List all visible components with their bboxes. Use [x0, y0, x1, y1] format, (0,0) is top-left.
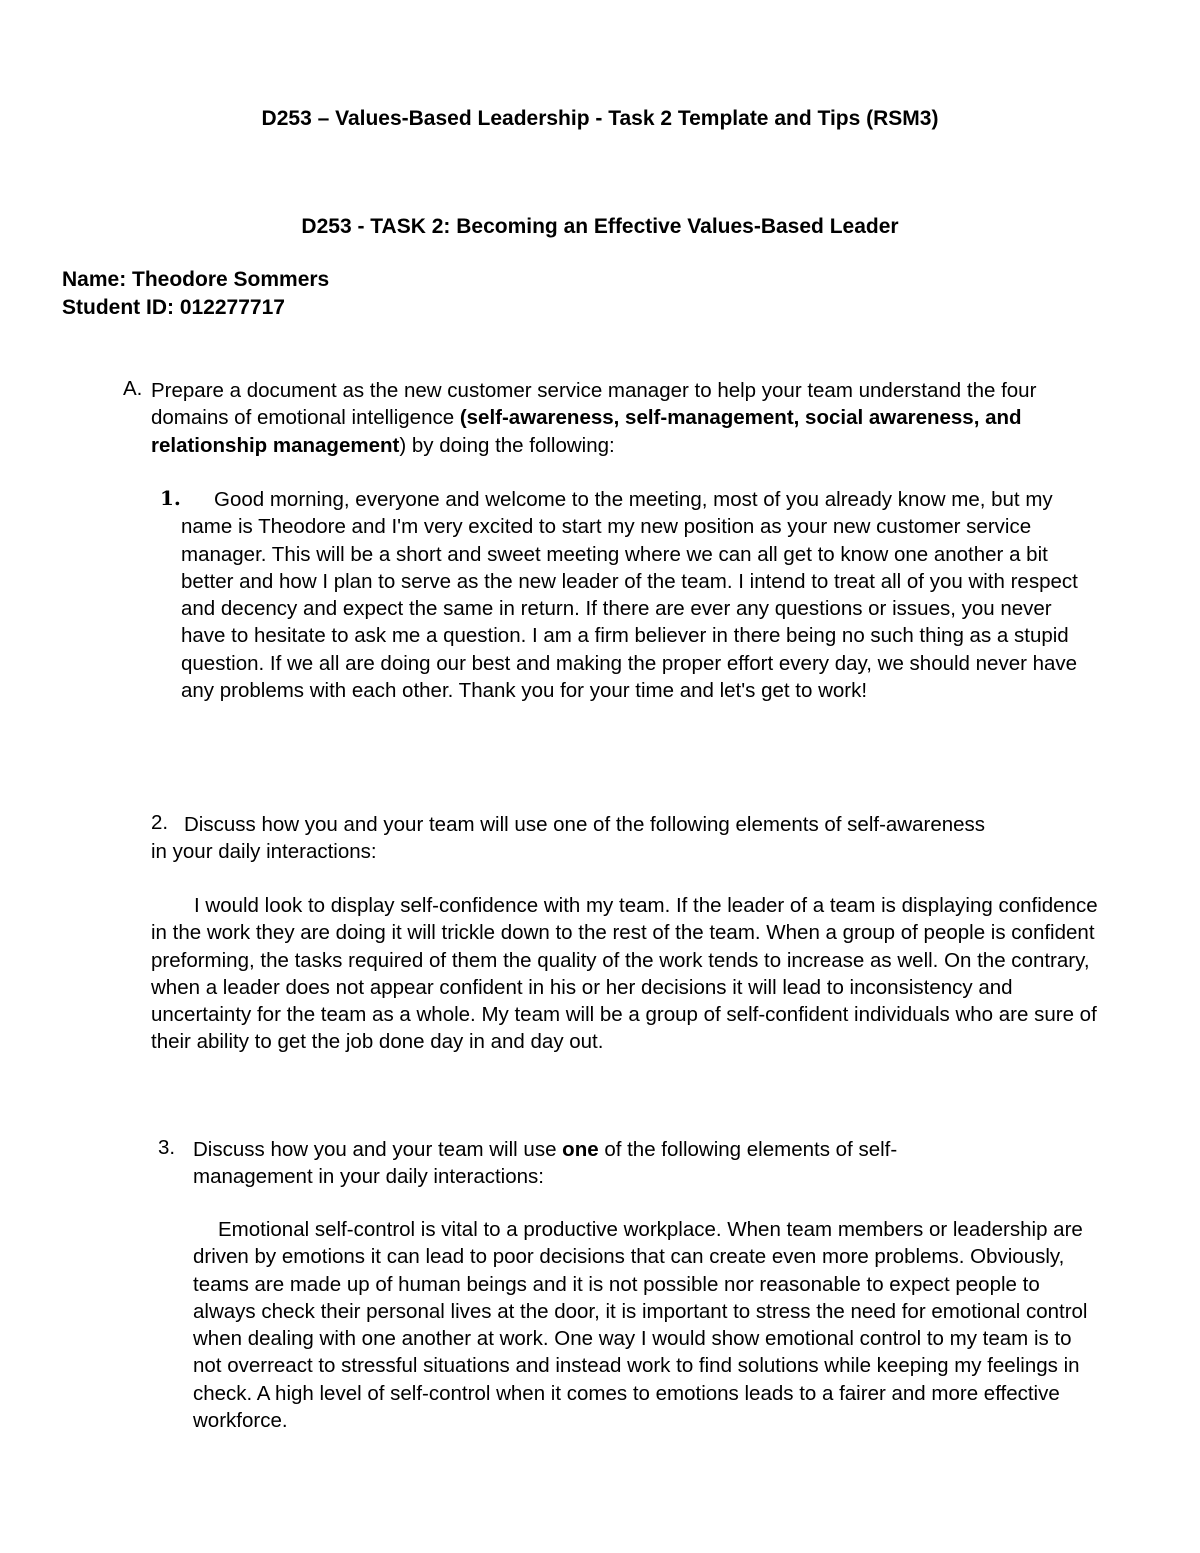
- item-3-marker: 3.: [158, 1136, 176, 1159]
- section-a-intro: Prepare a document as the new customer service manager to help your team understand the four domains of emotional intelligence: [151, 379, 1037, 430]
- section-a-outro: ) by doing the following:: [399, 433, 615, 457]
- item-3-answer: Emotional self-control is vital to a productive workplace. When team members or leadership are driven by emotions it can lead to poor decisions that can create even more problems. Obviously, teams are made up of human beings and it is not possible nor reasonable to expect people to always check their personal lives at the door, it is important to stress the need for emotional control when dealing with one another at work. One way I would show emotional control to my team is to not overreact to stressful situations and instead work to find solutions while keeping my feelings in check. A high level of self-control when it comes to emotions leads to a fairer and more effective workforce.: [193, 1218, 1088, 1433]
- item-1-text: Good morning, everyone and welcome to the meeting, most of you already know me, but my name is Theodore and I'm very excited to start my new position as your new customer service manager. This will be a short and sweet meeting where we can all get to know one another a bit better and how I plan to serve as the new leader of the team. I intend to treat all of you with respect and decency and expect the same in return. If there are ever any questions or issues, you never have to hesitate to ask me a question. I am a firm believer in there being no such thing as a stupid question. If we all are doing our best and making the proper effort every day, we should never have any problems with each other. Thank you for your time and let's get to work!: [181, 488, 1078, 703]
- item-3-prompt-pre: Discuss how you and your team will use: [193, 1138, 563, 1161]
- section-a-prompt: [151, 377, 1081, 459]
- document-title: D253 – Values-Based Leadership - Task 2 Template and Tips (RSM3): [261, 107, 939, 130]
- item-1-marker: 1.: [160, 486, 181, 510]
- section-a-domains: (self-awareness, self-management, social awareness, and relationship management: [151, 406, 1022, 457]
- student-id: Student ID: 012277717: [62, 296, 285, 319]
- item-3-prompt-post: of the following elements of self-management in your daily interactions:: [193, 1138, 898, 1189]
- item-3-prompt-bold: one: [562, 1138, 599, 1161]
- item-2-prompt: Discuss how you and your team will use one of the following elements of self-awareness in your daily interactions:: [151, 813, 986, 864]
- item-2-marker: 2.: [151, 811, 169, 834]
- item-2-answer: I would look to display self-confidence with my team. If the leader of a team is displaying confidence in the work they are doing it will trickle down to the rest of the team. When a group of people is confident preforming, the tasks required of them the quality of the work tends to increase as well. On the contrary, when a leader does not appear confident in his or her decisions it will lead to inconsistency and uncertainty for the team as a whole. My team will be a group of self-confident individuals who are sure of their ability to get the job done day in and day out.: [151, 894, 1098, 1054]
- student-name: Name: Theodore Sommers: [62, 268, 330, 291]
- section-a-marker: A.: [123, 377, 143, 400]
- item-3-prompt: [193, 1136, 1013, 1191]
- document-subtitle: D253 - TASK 2: Becoming an Effective Values-Based Leader: [301, 215, 899, 238]
